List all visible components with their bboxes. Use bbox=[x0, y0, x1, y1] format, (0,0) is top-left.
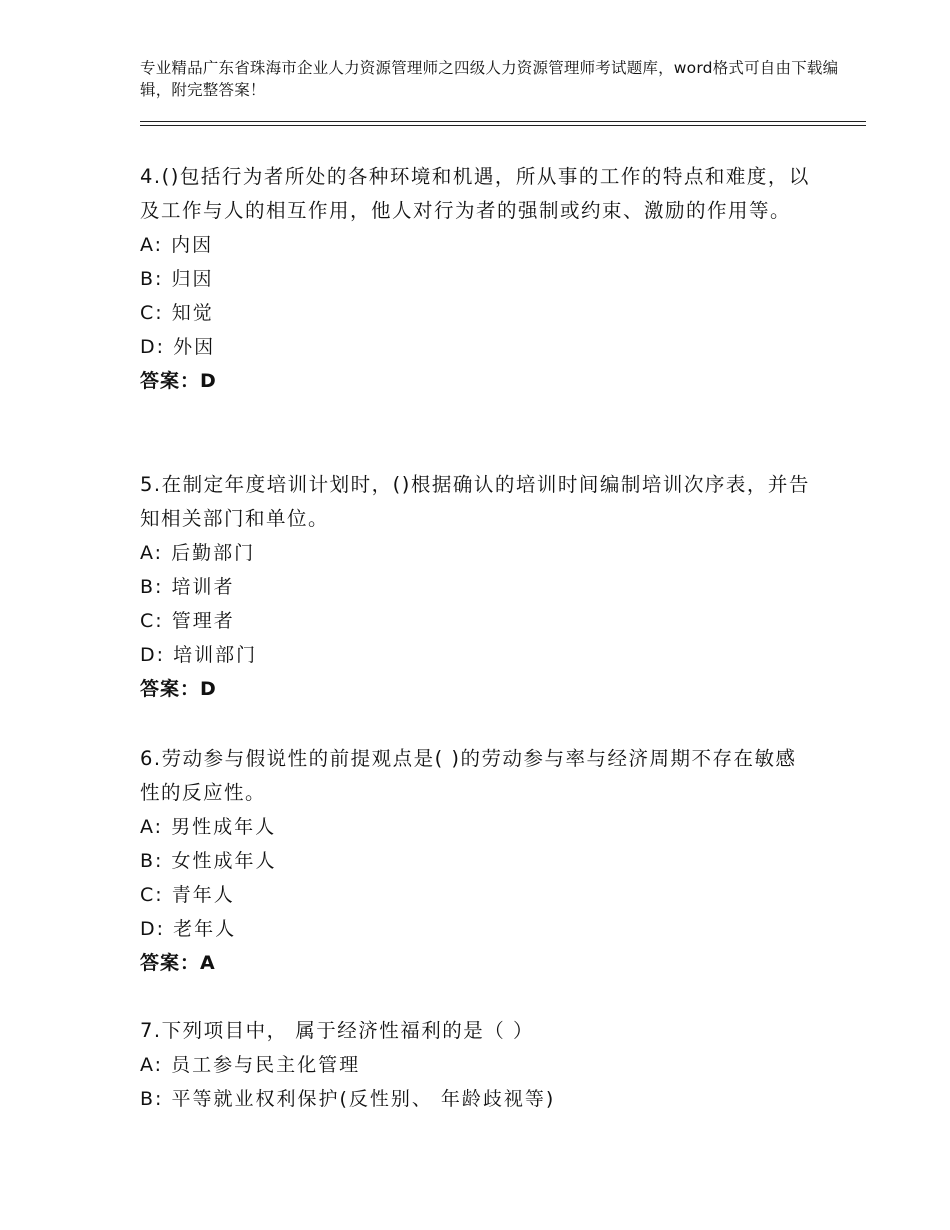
option-c: C: 知觉 bbox=[140, 302, 214, 324]
answer: 答案：D bbox=[140, 678, 217, 700]
question-stem: 7.下列项目中， 属于经济性福利的是（ ） bbox=[140, 1019, 535, 1042]
header-divider-bottom bbox=[140, 125, 866, 126]
option-c: C: 青年人 bbox=[140, 884, 235, 906]
option-b: B: 培训者 bbox=[140, 576, 235, 598]
document-header: 专业精品广东省珠海市企业人力资源管理师之四级人力资源管理师考试题库，word格式可自由下载编辑，附完整答案！ bbox=[140, 59, 839, 99]
option-c: C: 管理者 bbox=[140, 610, 235, 632]
question-stem: 6.劳动参与假说性的前提观点是( )的劳动参与率与经济周期不存在敏感性的反应性。 bbox=[140, 747, 797, 804]
option-b: B: 平等就业权利保护(反性别、 年龄歧视等) bbox=[140, 1088, 556, 1110]
question-4 bbox=[140, 160, 810, 398]
question-6 bbox=[140, 742, 810, 980]
answer: 答案：A bbox=[140, 952, 216, 974]
option-d: D: 培训部门 bbox=[140, 644, 258, 666]
option-a: A: 后勤部门 bbox=[140, 542, 256, 564]
option-a: A: 内因 bbox=[140, 234, 214, 256]
option-a: A: 员工参与民主化管理 bbox=[140, 1054, 361, 1076]
question-stem: 4.()包括行为者所处的各种环境和机遇，所从事的工作的特点和难度，以及工作与人的相互作用，他人对行为者的强制或约束、激励的作用等。 bbox=[140, 165, 810, 222]
option-b: B: 归因 bbox=[140, 268, 214, 290]
question-5 bbox=[140, 468, 810, 706]
question-stem: 5.在制定年度培训计划时，()根据确认的培训时间编制培训次序表，并告知相关部门和单位。 bbox=[140, 473, 810, 530]
question-7 bbox=[140, 1014, 810, 1116]
option-b: B: 女性成年人 bbox=[140, 850, 277, 872]
header-divider-top bbox=[140, 121, 866, 122]
answer: 答案：D bbox=[140, 370, 217, 392]
option-d: D: 老年人 bbox=[140, 918, 237, 940]
option-a: A: 男性成年人 bbox=[140, 816, 277, 838]
option-d: D: 外因 bbox=[140, 336, 216, 358]
